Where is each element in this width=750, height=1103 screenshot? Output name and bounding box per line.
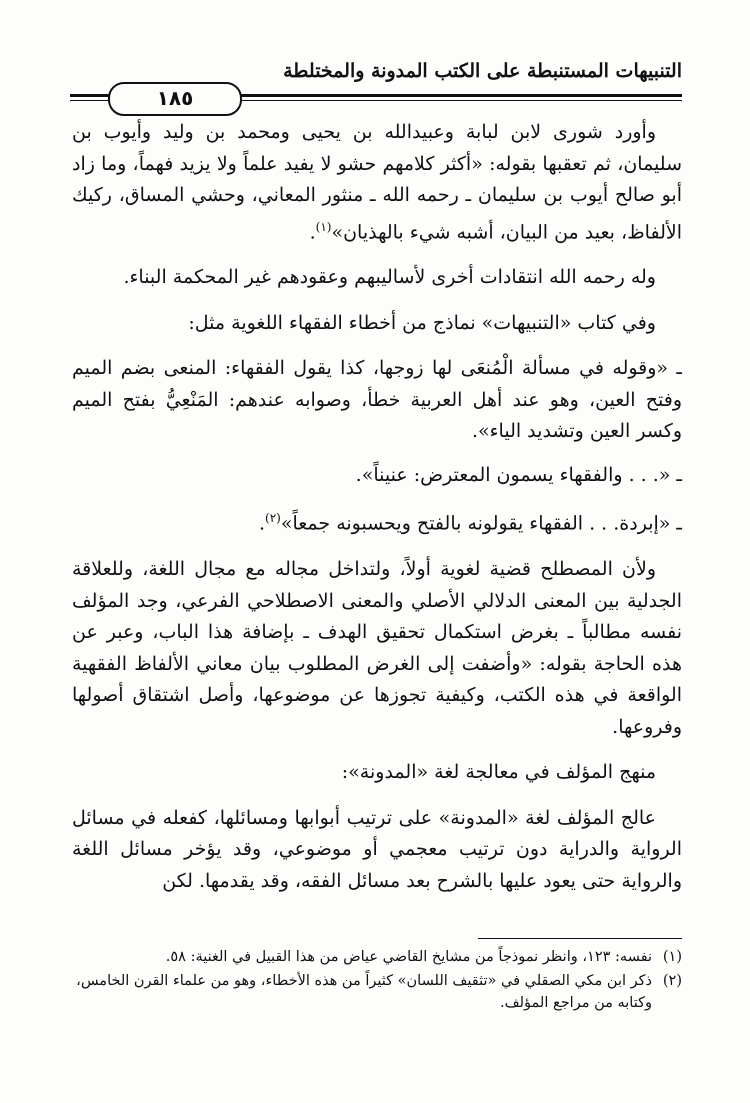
footnote-text: ذكر ابن مكي الصقلي في «تثقيف اللسان» كثيراً من هذه الأخطاء، وهو من علماء القرن الخامس، وكتابه من مراجع المؤلف.: [76, 973, 652, 1011]
list-item: ـ «. . . والفقهاء يسمون المعترض: عنيناً».: [355, 463, 682, 486]
list-item-text: ـ «إبردة. . . الفقهاء يقولونه بالفتح ويحسبونه جمعاً»: [280, 512, 682, 535]
running-title: التنبيهات المستنبطة على الكتب المدونة والمختلطة: [283, 60, 682, 82]
paragraph: ولأن المصطلح قضية لغوية أولاً، ولتداخل مجاله مع مجال اللغة، وللعلاقة الجدلية بين المعنى الدلالي الأصلي والمعنى الاصطلاحي الفرعي، وجد المؤلف نفسه مطالباً ـ بغرض استكمال تحقيق الهدف ـ بإضافة هذا الباب، وعبر عن هذه الحاجة بقوله: «وأضفت إلى الغرض المطلوب بيان معاني الألفاظ الفقهية الواقعة في هذه الكتب، وكيفية تجوزها عن موضوعها، وأصل اشتقاق أصولها وفروعها.: [72, 558, 682, 738]
page-header: [70, 60, 682, 110]
section-heading: منهج المؤلف في معالجة لغة «المدونة»:: [341, 761, 656, 784]
list-item: ـ «وقوله في مسألة الْمُنعَى لها زوجها، كذا يقول الفقهاء: المنعى بضم الميم وفتح العين، وهو عند أهل العربية خطأ، وصوابه عندهم: المَنْعِيُّ بفتح الميم وكسر العين وتشديد الياء».: [72, 357, 682, 443]
paragraph: وفي كتاب «التنبيهات» نماذج من أخطاء الفقهاء اللغوية مثل:: [188, 311, 656, 334]
footnote-ref: (١): [315, 219, 332, 234]
page-number: ١٨٥: [108, 82, 242, 116]
paragraph: عالج المؤلف لغة «المدونة» على ترتيب أبوابها ومسائلها، كفعله في مسائل الرواية والدراية دون ترتيب معجمي أو موضوعي، وقد يؤخر مسائل اللغة والرواية حتى يعود عليها بالشرح بعد مسائل الفقه، وقد يقدمها. لكن: [72, 806, 682, 892]
paragraph: وله رحمه الله انتقادات أخرى لأساليبهم وعقودهم غير المحكمة البناء.: [123, 266, 656, 289]
footnote-ref: (٢): [265, 511, 281, 526]
footnotes: [72, 946, 682, 1016]
paragraph-text: وأورد شورى لابن لبابة وعبيدالله بن يحيى ومحمد بن وليد وأيوب بن سليمان، ثم تعقبها بقوله: «أكثر كلامهم حشو لا يفيد علماً ولا يزيد فهماً، وما زاد أبو صالح أيوب بن سليمان ـ رحمه الله ـ منثور المعاني، وحشي المساق، ركيك الألفاظ، بعيد من البيان، أشبه شيء بالهذيان»: [72, 121, 682, 243]
main-text: [72, 117, 682, 911]
footnote: [72, 970, 682, 1014]
footnote-mark: (١): [662, 949, 682, 965]
footnote-separator: [478, 938, 682, 939]
paragraph: [72, 117, 682, 248]
footnote-text: نفسه: ١٢٣، وانظر نموذجاً من مشايخ القاضي عياض من هذا القبيل في الغنية: ٥٨.: [165, 949, 652, 965]
list-item: [72, 503, 682, 540]
footnote: [72, 946, 682, 968]
list-item-end: .: [258, 512, 266, 535]
paragraph-end: .: [309, 220, 316, 243]
footnote-mark: (٢): [662, 973, 682, 989]
